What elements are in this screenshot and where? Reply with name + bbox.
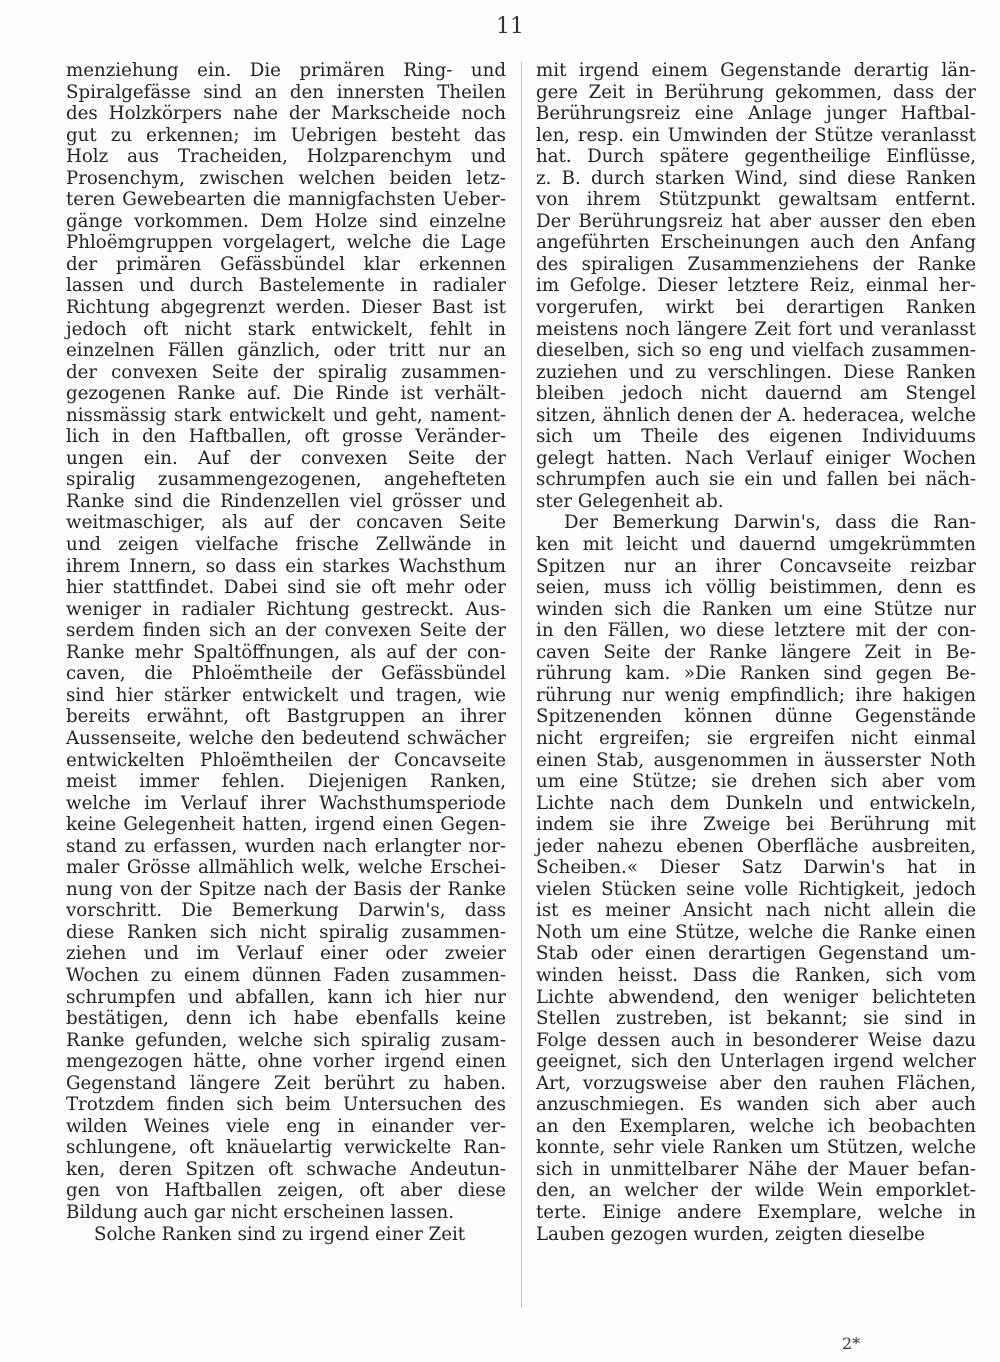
text-line: einzelnen Fällen gänzlich, oder tritt nur an <box>66 340 506 362</box>
text-line: schlungene, oft knäuelartig verwickelte Ran- <box>66 1137 506 1159</box>
text-line: vorschritt. Die Bemerkung Darwin's, dass <box>66 900 506 922</box>
text-line: rührung nur wenig empfindlich; ihre hakigen <box>536 684 976 706</box>
text-line: Spiralgefässe sind an den innersten Theilen <box>66 81 506 103</box>
text-line: Richtung abgegrenzt werden. Dieser Bast ist <box>66 297 506 319</box>
text-line: Prosenchym, zwischen welchen beiden letz- <box>66 167 506 189</box>
text-line: geeignet, sich den Unterlagen irgend welcher <box>536 1051 976 1073</box>
page-number: 11 <box>496 14 524 39</box>
text-line: mengezogen hätte, ohne vorher irgend einen <box>66 1051 506 1073</box>
text-line: menziehung ein. Die primären Ring- und <box>66 60 506 81</box>
text-line: ihrem Innern, so dass ein starkes Wachsthum <box>66 555 506 577</box>
text-line: Stellen zustreben, ist bekannt; sie sind in <box>536 1008 976 1030</box>
text-line: weniger in radialer Richtung gestreckt. Aus- <box>66 598 506 620</box>
text-line: gänge vorkommen. Dem Holze sind einzelne <box>66 210 506 232</box>
text-line: hat. Durch spätere gegentheilige Einflüsse, <box>536 146 976 168</box>
text-line: gezogenen Ranke auf. Die Rinde ist verhält- <box>66 383 506 405</box>
text-line: sich um Theile des eigenen Individuums <box>536 426 976 448</box>
signature-mark: 2* <box>842 1334 861 1353</box>
text-line: caven Seite der Ranke längere Zeit in Be- <box>536 641 976 663</box>
text-line: Ranke mehr Spaltöffnungen, als auf der con- <box>66 641 506 663</box>
text-line: mit irgend einem Gegenstande derartig län- <box>536 60 976 81</box>
text-line: Berührungsreiz eine Anlage junger Haftbal- <box>536 103 976 125</box>
text-line: lich in den Haftballen, oft grosse Veränder- <box>66 426 506 448</box>
text-line: den, an welcher der wilde Wein emporklet- <box>536 1180 976 1202</box>
text-line: jeder nahezu ebenen Oberfläche ausbreiten, <box>536 835 976 857</box>
text-line: Holz aus Tracheiden, Holzparenchym und <box>66 146 506 168</box>
text-line: teren Gewebearten die mannigfachsten Ueber- <box>66 189 506 211</box>
text-line: hier stattfindet. Dabei sind sie oft mehr oder <box>66 577 506 599</box>
text-line: Spitzen nur an ihrer Concavseite reizbar <box>536 555 976 577</box>
text-line: meistens noch längere Zeit fort und veranlasst <box>536 318 976 340</box>
text-line: Stab oder einen derartigen Gegenstand um- <box>536 943 976 965</box>
text-line: Trotzdem finden sich beim Untersuchen des <box>66 1094 506 1116</box>
text-line: keine Gelegenheit hatten, irgend einen Gegen- <box>66 814 506 836</box>
text-line: nissmässig stark entwickelt und geht, nament- <box>66 404 506 426</box>
text-line: bestätigen, denn ich habe ebenfalls keine <box>66 1008 506 1030</box>
text-line: gut zu erkennen; im Uebrigen besteht das <box>66 124 506 146</box>
text-line: bleiben jedoch nicht dauernd am Stengel <box>536 383 976 405</box>
text-line: Ranke sind die Rindenzellen viel grösser und <box>66 490 506 512</box>
text-line: schrumpfen auch sie ein und fallen bei näch- <box>536 469 976 491</box>
text-line: Solche Ranken sind zu irgend einer Zeit <box>94 1223 466 1245</box>
text-line: sich in unmittelbarer Nähe der Mauer befan- <box>536 1158 976 1180</box>
column-divider <box>521 62 522 1308</box>
text-line: nung von der Spitze nach der Basis der Ranke <box>66 878 506 900</box>
text-line: maler Grösse allmählich welk, welche Erschei- <box>66 857 506 879</box>
text-line: sind hier stärker entwickelt und tragen, wie <box>66 684 506 706</box>
text-line: caven, die Phloëmtheile der Gefässbündel <box>66 663 506 685</box>
text-line: entwickelten Phloëmtheilen der Concavseite <box>66 749 506 771</box>
text-line: von ihrem Stützpunkt gewaltsam entfernt. <box>536 189 976 211</box>
text-line: Bildung auch gar nicht erscheinen lassen. <box>66 1201 455 1223</box>
text-line: Noth um eine Stütze, welche die Ranke einen <box>536 921 976 943</box>
text-line: gere Zeit in Berührung gekommen, dass der <box>536 81 976 103</box>
text-line: angeführten Erscheinungen auch den Anfang <box>536 232 976 254</box>
text-line: len, resp. ein Umwinden der Stütze veranlasst <box>536 124 976 146</box>
text-line: terte. Einige andere Exemplare, welche in <box>536 1201 976 1223</box>
text-line: Wochen zu einem dünnen Faden zusammen- <box>66 964 506 986</box>
text-line: Gegenstand längere Zeit berührt zu haben. <box>66 1072 506 1094</box>
text-line: vielen Stücken seine volle Richtigkeit, jedoch <box>536 878 976 900</box>
text-line: welche im Verlauf ihrer Wachsthumsperiode <box>66 792 506 814</box>
text-line: seien, muss ich völlig beistimmen, denn es <box>536 577 976 599</box>
text-line: und zeigen vielfache frische Zellwände in <box>66 534 506 556</box>
text-line: konnte, sehr viele Ranken um Stützen, welche <box>536 1137 976 1159</box>
text-line: an den Exemplaren, welche ich beobachten <box>536 1115 976 1137</box>
text-line: Ranke gefunden, welche sich spiralig zusam- <box>66 1029 506 1051</box>
text-line: der convexen Seite der spiralig zusammen- <box>66 361 506 383</box>
text-line: spiralig zusammengezogenen, angehefteten <box>66 469 506 491</box>
text-line: ken, deren Spitzen oft schwache Andeutun- <box>66 1158 506 1180</box>
text-line: Der Berührungsreiz hat aber ausser den eben <box>536 210 976 232</box>
text-line: Lichte nach dem Dunkeln und entwickeln, <box>536 792 976 814</box>
text-line: Der Bemerkung Darwin's, dass die Ran- <box>564 512 976 534</box>
text-line: ungen ein. Auf der convexen Seite der <box>66 447 506 469</box>
text-line: diese Ranken sich nicht spiralig zusammen- <box>66 921 506 943</box>
text-line: einen Stab, ausgenommen in äusserster Noth <box>536 749 976 771</box>
text-line: ziehen und im Verlauf einer oder zweier <box>66 943 506 965</box>
text-line: winden heisst. Dass die Ranken, sich vom <box>536 964 976 986</box>
text-line: ist es meiner Ansicht nach nicht allein die <box>536 900 976 922</box>
text-line: nicht ergreifen; sie ergreifen nicht einmal <box>536 727 976 749</box>
text-line: dieselben, sich so eng und vielfach zusammen- <box>536 340 976 362</box>
text-line: schrumpfen und abfallen, kann ich hier nur <box>66 986 506 1008</box>
text-line: winden sich die Ranken um eine Stütze nur <box>536 598 976 620</box>
text-line: lassen und durch Bastelemente in radialer <box>66 275 506 297</box>
text-line: rührung kam. »Die Ranken sind gegen Be- <box>536 663 976 685</box>
text-line: sitzen, ähnlich denen der A. hederacea, welche <box>536 404 976 426</box>
text-line: ken mit leicht und dauernd umgekrümmten <box>536 534 976 556</box>
text-line: bereits erwähnt, oft Bastgruppen an ihrer <box>66 706 506 728</box>
text-line: Spitzenenden können dünne Gegenstände <box>536 706 976 728</box>
text-line: Lichte abwendend, den weniger belichteten <box>536 986 976 1008</box>
text-line: Lauben gezogen wurden, zeigten dieselbe <box>536 1223 925 1245</box>
right-text-column <box>536 60 976 1245</box>
text-line: anzuschmiegen. Es wanden sich aber auch <box>536 1094 976 1116</box>
text-line: des Holzkörpers nahe der Markscheide noch <box>66 103 506 125</box>
text-line: z. B. durch starken Wind, sind diese Ranken <box>536 167 976 189</box>
text-line: in den Fällen, wo diese letztere mit der con- <box>536 620 976 642</box>
text-line: indem sie ihre Zweige bei Berührung mit <box>536 814 976 836</box>
left-text-column <box>66 60 506 1245</box>
text-line: serdem finden sich an der convexen Seite der <box>66 620 506 642</box>
text-line: wilden Weines viele eng in einander ver- <box>66 1115 506 1137</box>
text-line: um eine Stütze; sie drehen sich aber vom <box>536 771 976 793</box>
text-line: der primären Gefässbündel klar erkennen <box>66 253 506 275</box>
text-line: Aussenseite, welche den bedeutend schwächer <box>66 727 506 749</box>
text-line: des spiraligen Zusammenziehens der Ranke <box>536 253 976 275</box>
text-line: meist immer fehlen. Diejenigen Ranken, <box>66 771 506 793</box>
text-line: vorgerufen, wirkt bei derartigen Ranken <box>536 297 976 319</box>
text-line: gelegt hatten. Nach Verlauf einiger Wochen <box>536 447 976 469</box>
text-line: Art, vorzugsweise aber den rauhen Flächen, <box>536 1072 976 1094</box>
text-line: Scheiben.« Dieser Satz Darwin's hat in <box>536 857 976 879</box>
text-line: Folge dessen auch in besonderer Weise dazu <box>536 1029 976 1051</box>
text-line: Phloëmgruppen vorgelagert, welche die Lage <box>66 232 506 254</box>
text-line: zuziehen und zu verschlingen. Diese Ranken <box>536 361 976 383</box>
text-line: im Gefolge. Dieser letztere Reiz, einmal her- <box>536 275 976 297</box>
text-line: ster Gelegenheit ab. <box>536 490 724 512</box>
text-line: jedoch oft nicht stark entwickelt, fehlt in <box>66 318 506 340</box>
text-line: gen von Haftballen zeigen, oft aber diese <box>66 1180 506 1202</box>
text-line: stand zu erfassen, wurden nach erlangter nor- <box>66 835 506 857</box>
text-line: weitmaschiger, als auf der concaven Seite <box>66 512 506 534</box>
